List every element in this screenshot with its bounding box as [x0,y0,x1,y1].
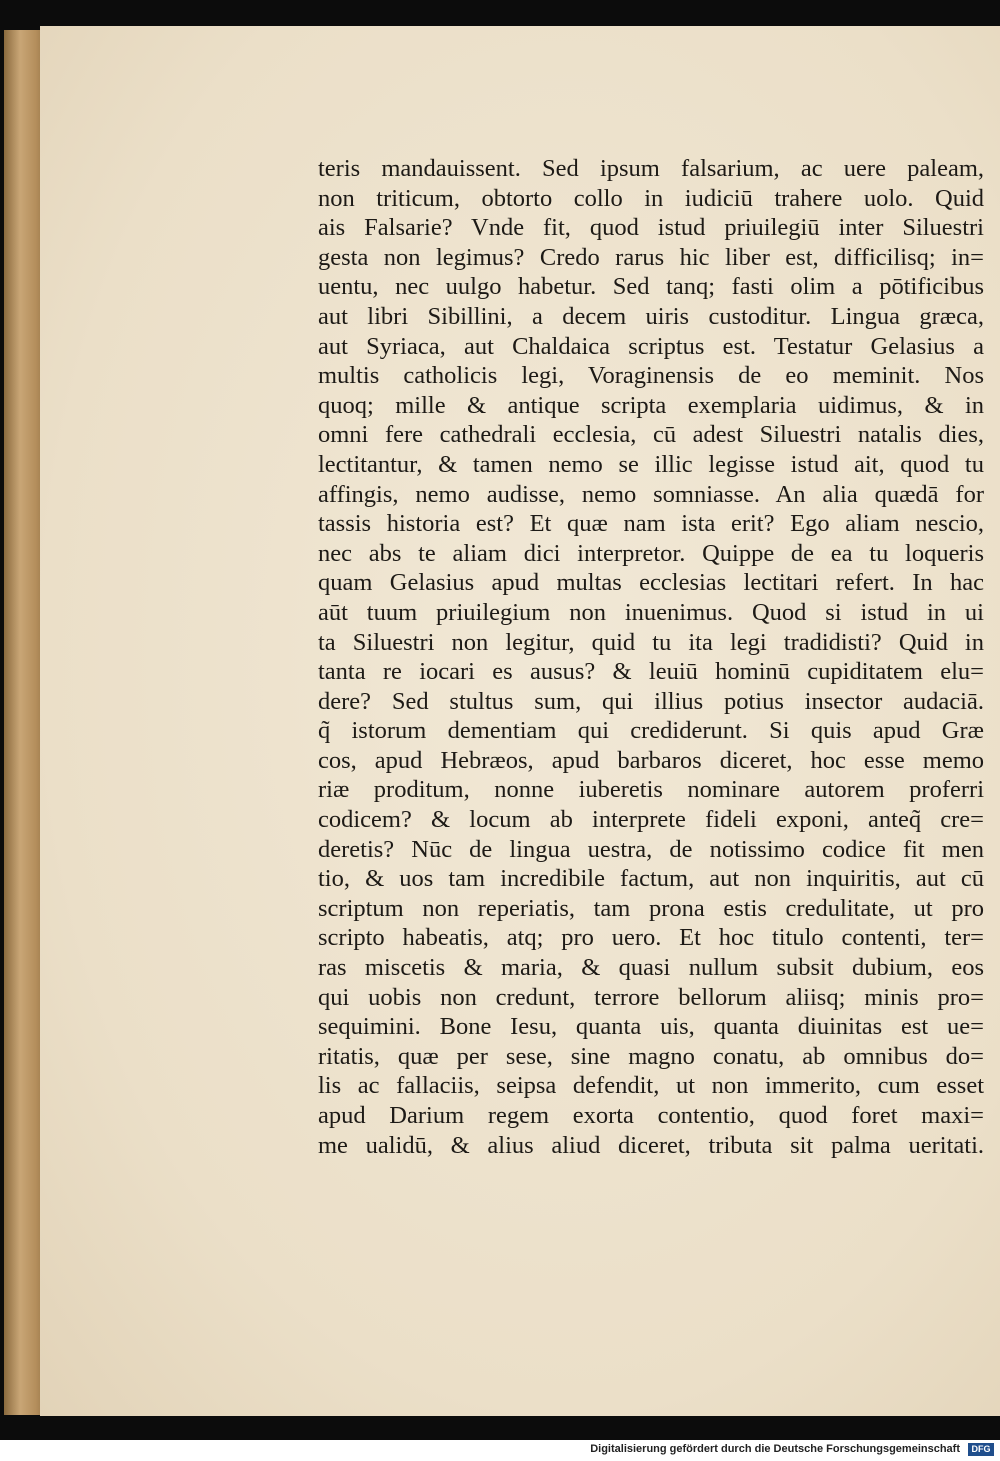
text-line: teris mandauissent. Sed ipsum falsarium, ac uere paleam, [318,155,984,182]
text-line: dere? Sed stultus sum, qui illius potius insector audaciā. [318,687,984,715]
footer-bar [0,1440,1000,1461]
text-line: quoq; mille & antique scripta exemplaria uidimus, & in [318,391,984,419]
text-line: lectitantur, & tamen nemo se illic legisse istud ait, quod tu [318,450,984,478]
text-line: cos, apud Hebræos, apud barbaros diceret, hoc esse memo [318,746,984,774]
text-line: lis ac fallaciis, seipsa defendit, ut non immerito, cum esset [318,1072,984,1100]
text-line: uentu, nec uulgo habetur. Sed tanq; fasti olim a pōtificibus [318,273,984,301]
text-line: sequimini. Bone Iesu, quanta uis, quanta diuinitas est ue= [318,1013,984,1041]
text-line: deretis? Nūc de lingua uestra, de notissimo codice fit men [318,835,984,863]
text-line: aūt tuum priuilegium non inuenimus. Quod si istud in ui [318,598,984,626]
text-line: non triticum, obtorto collo in iudiciū trahere uolo. Quid [318,184,984,212]
text-line: gesta non legimus? Credo rarus hic liber est, difficilisq; in= [318,243,984,271]
text-line: affingis, nemo audisse, nemo somniasse. An alia quædā for [318,480,984,508]
text-line: nec abs te aliam dici interpretor. Quippe de ea tu loqueris [318,539,984,567]
text-line: tanta re iocari es ausus? & leuiū hominū cupiditatem elu= [318,658,984,686]
text-line: ais Falsarie? Vnde fit, quod istud priuilegiū inter Siluestri [318,214,984,242]
text-line: riæ proditum, nonne iuberetis nominare autorem proferri [318,776,984,804]
book-page-edges [4,30,44,1415]
text-line: aut libri Sibillini, a decem uiris custoditur. Lingua græca, [318,302,984,330]
text-block [318,154,998,1160]
digitization-credit: Digitalisierung gefördert durch die Deutsche Forschungsgemeinschaft [590,1443,960,1455]
text-line: me ualidū, & alius aliud diceret, tributa sit palma ueritati. [318,1131,984,1159]
text-line: omni fere cathedrali ecclesia, cū adest Siluestri natalis dies, [318,421,984,449]
text-line: codicem? & locum ab interprete fideli exponi, anteq̃ cre= [318,806,984,834]
book-page [40,26,1000,1416]
text-line: ras miscetis & maria, & quasi nullum subsit dubium, eos [318,954,984,982]
dfg-logo-icon: DFG [968,1443,994,1456]
text-line: tio, & uos tam incredibile factum, aut non inquiritis, aut cū [318,865,984,893]
text-line: aut Syriaca, aut Chaldaica scriptus est. Testatur Gelasius a [318,332,984,360]
text-line: q̃ istorum dementiam qui crediderunt. Si quis apud Græ [318,717,984,745]
text-line: multis catholicis legi, Voraginensis de eo meminit. Nos [318,362,984,390]
text-line: scripto habeatis, atq; pro uero. Et hoc titulo contenti, ter= [318,924,984,952]
text-line: ritatis, quæ per sese, sine magno conatu, ab omnibus do= [318,1042,984,1070]
text-line: tassis historia est? Et quæ nam ista erit? Ego aliam nescio, [318,510,984,538]
text-line: qui uobis non credunt, terrore bellorum aliisq; minis pro= [318,983,984,1011]
text-line: quam Gelasius apud multas ecclesias lectitari refert. In hac [318,569,984,597]
text-line: ta Siluestri non legitur, quid tu ita legi tradidisti? Quid in [318,628,984,656]
text-line: scriptum non reperiatis, tam prona estis credulitate, ut pro [318,894,984,922]
text-line: apud Darium regem exorta contentio, quod foret maxi= [318,1102,984,1129]
